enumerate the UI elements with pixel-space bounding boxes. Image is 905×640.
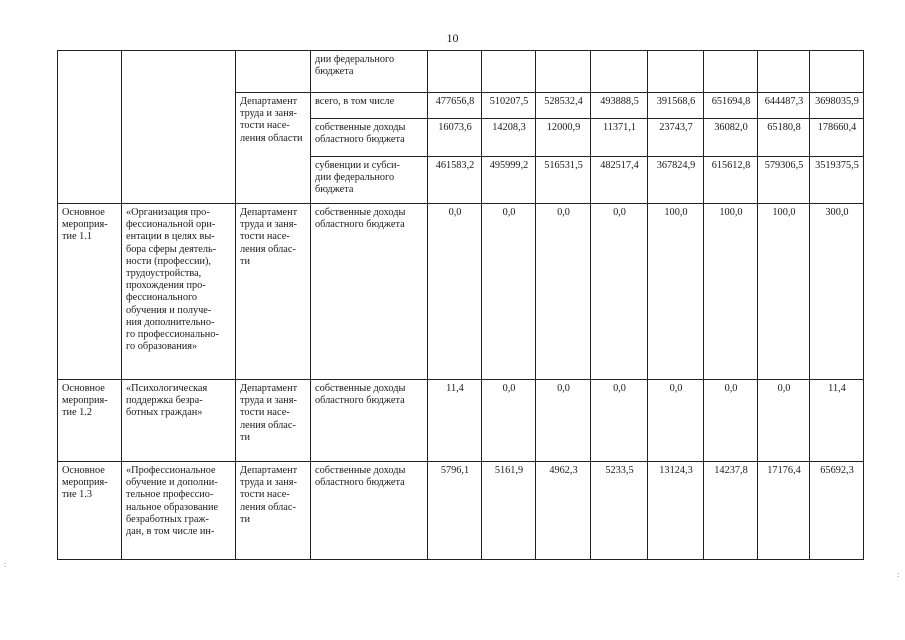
executor-cell [236,51,311,93]
value-cell: 11,4 [428,380,482,462]
executor-cell: Департамент труда и заня- тости насе- ления области [236,93,311,204]
value-cell: 17176,4 [758,462,810,560]
value-cell: 65692,3 [810,462,864,560]
value-cell: 651694,8 [704,93,758,119]
funding-source-cell: собственные доходы областного бюджета [311,380,428,462]
value-cell: 65180,8 [758,119,810,157]
value-cell: 5796,1 [428,462,482,560]
funding-source-cell: собственные доходы областного бюджета [311,462,428,560]
funding-source-cell: собственные доходы областного бюджета [311,119,428,157]
value-cell: 4962,3 [536,462,591,560]
value-cell: 13124,3 [648,462,704,560]
value-cell: 528532,4 [536,93,591,119]
value-cell: 11,4 [810,380,864,462]
activity-cell: Основное мероприя- тие 1.1 [58,204,122,380]
value-cell: 510207,5 [482,93,536,119]
executor-cell: Департамент труда и заня- тости насе- ления облас- ти [236,380,311,462]
value-cell: 0,0 [704,380,758,462]
value-cell: 100,0 [704,204,758,380]
value-cell: 0,0 [428,204,482,380]
value-cell: 495999,2 [482,157,536,204]
value-cell: 516531,5 [536,157,591,204]
value-cell [704,51,758,93]
executor-cell: Департамент труда и заня- тости насе- ления облас- ти [236,462,311,560]
scan-edge-mark: : [897,570,900,579]
value-cell [536,51,591,93]
value-cell: 615612,8 [704,157,758,204]
value-cell: 3698035,9 [810,93,864,119]
value-cell: 5233,5 [591,462,648,560]
value-cell: 0,0 [482,380,536,462]
value-cell: 36082,0 [704,119,758,157]
funding-source-cell: субвенции и субси- дии федерального бюджета [311,157,428,204]
activity-name-cell [122,51,236,204]
value-cell: 100,0 [758,204,810,380]
value-cell: 300,0 [810,204,864,380]
value-cell: 0,0 [758,380,810,462]
value-cell: 0,0 [482,204,536,380]
activity-cell: Основное мероприя- тие 1.2 [58,380,122,462]
executor-cell: Департамент труда и заня- тости насе- ления облас- ти [236,204,311,380]
value-cell: 0,0 [536,204,591,380]
value-cell: 16073,6 [428,119,482,157]
value-cell: 23743,7 [648,119,704,157]
funding-source-cell: всего, в том числе [311,93,428,119]
value-cell: 477656,8 [428,93,482,119]
value-cell: 14208,3 [482,119,536,157]
value-cell: 493888,5 [591,93,648,119]
value-cell: 0,0 [591,380,648,462]
value-cell: 0,0 [648,380,704,462]
value-cell [591,51,648,93]
value-cell: 461583,2 [428,157,482,204]
value-cell: 482517,4 [591,157,648,204]
activity-name-cell: «Организация про- фессиональной ори- ентации в целях вы- бора сферы деятель- ности (профессии), трудоустройства, прохождения про- фессионального обучения и получе- ния дополнительно- го профессионально- го образования» [122,204,236,380]
table-row [58,51,864,93]
value-cell: 3519375,5 [810,157,864,204]
value-cell: 14237,8 [704,462,758,560]
value-cell: 644487,3 [758,93,810,119]
value-cell: 100,0 [648,204,704,380]
value-cell: 11371,1 [591,119,648,157]
activity-cell [58,51,122,204]
value-cell [758,51,810,93]
page-number: 10 [446,31,459,45]
value-cell: 579306,5 [758,157,810,204]
value-cell [810,51,864,93]
table-row [58,380,864,462]
table-row [58,204,864,380]
funding-source-cell: дии федерального бюджета [311,51,428,93]
activity-name-cell: «Профессиональное обучение и дополни- тельное профессио- нальное образование безработных граж- дан, в том числе ин- [122,462,236,560]
table-row [58,462,864,560]
value-cell: 391568,6 [648,93,704,119]
activity-name-cell: «Психологическая поддержка безра- ботных граждан» [122,380,236,462]
value-cell [648,51,704,93]
value-cell: 0,0 [536,380,591,462]
value-cell: 0,0 [591,204,648,380]
funding-source-cell: собственные доходы областного бюджета [311,204,428,380]
activity-cell: Основное мероприя- тие 1.3 [58,462,122,560]
value-cell [482,51,536,93]
value-cell: 12000,9 [536,119,591,157]
scan-edge-mark: : [4,560,7,569]
value-cell: 5161,9 [482,462,536,560]
value-cell: 367824,9 [648,157,704,204]
value-cell [428,51,482,93]
budget-table [57,50,864,560]
value-cell: 178660,4 [810,119,864,157]
